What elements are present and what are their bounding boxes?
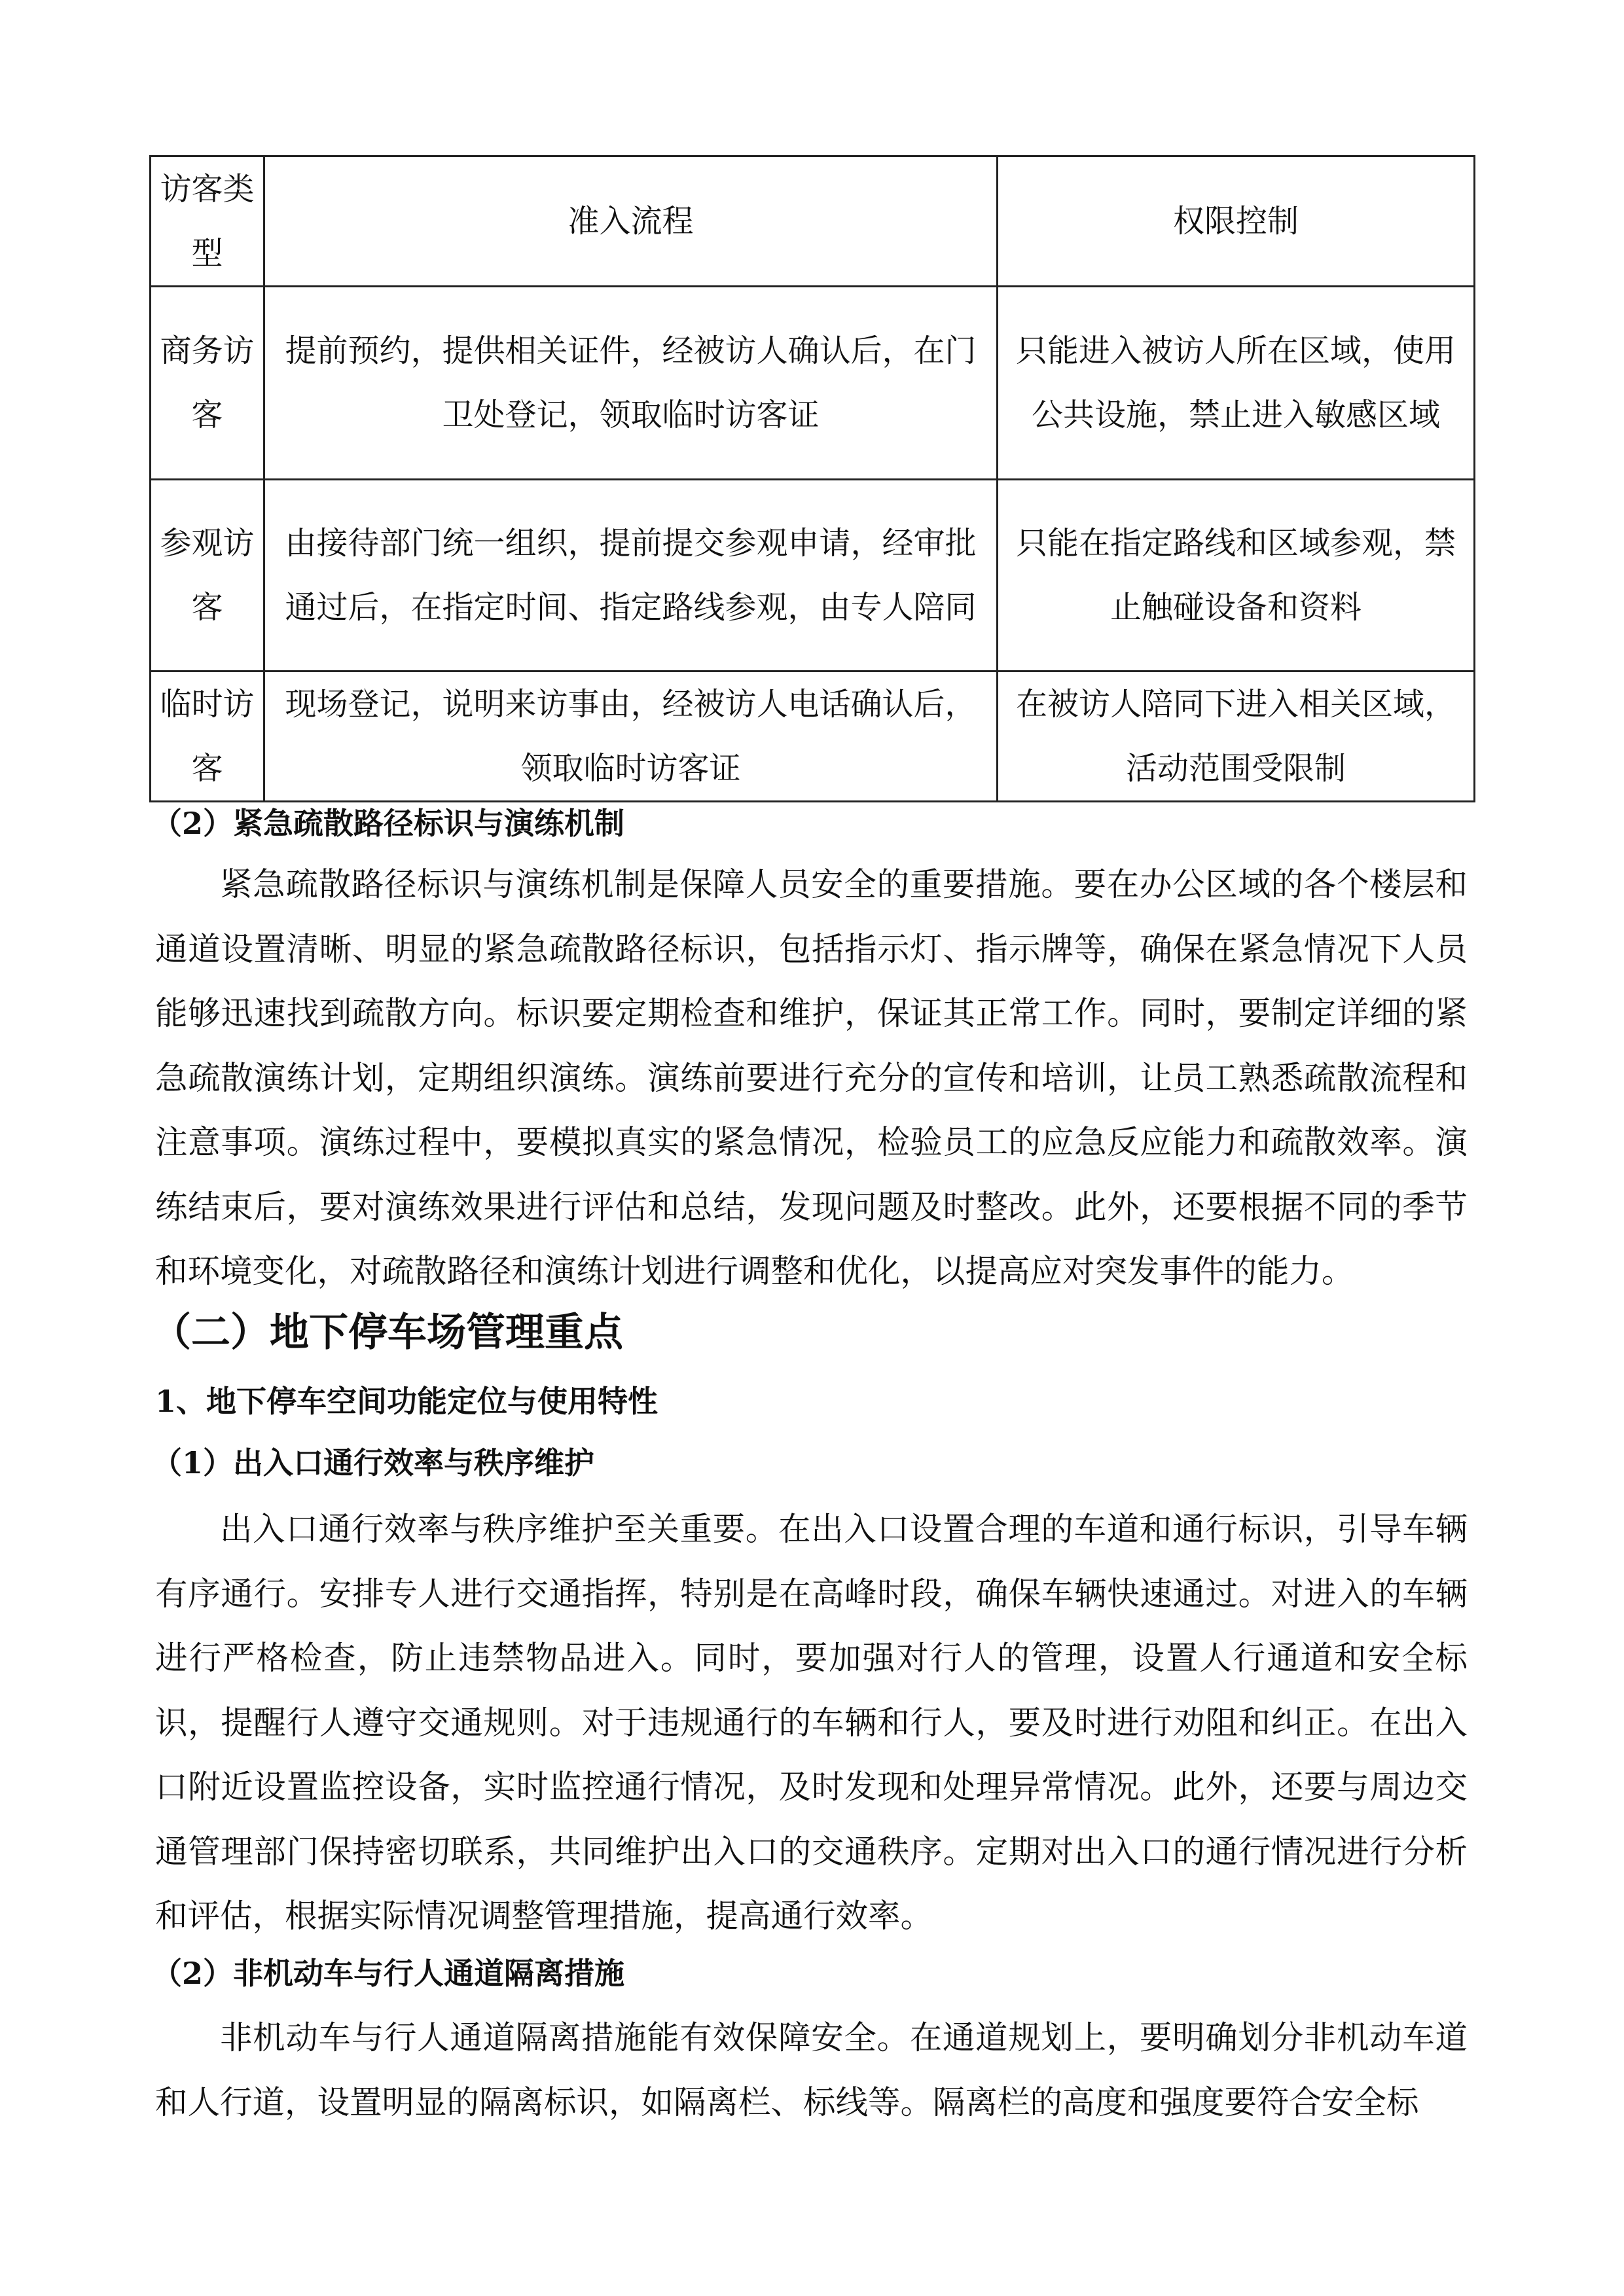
visitor-access-table <box>149 155 1475 802</box>
isolation-paragraph: 非机动车与行人通道隔离措施能有效保障安全。在通道规划上，要明确划分非机动车道和人行道，设置明显的隔离标识，如隔离栏、标线等。隔离栏的高度和强度要符合安全标 <box>155 2018 1468 2121</box>
access-process: 提前预约，提供相关证件，经被访人确认后，在门卫处登记，领取临时访客证 <box>264 287 998 480</box>
evacuation-paragraph: 紧急疏散路径标识与演练机制是保障人员安全的重要措施。要在办公区域的各个楼层和通道设置清晰、明显的紧急疏散路径标识，包括指示灯、指示牌等，确保在紧急情况下人员能够迅速找到疏散方向。标识要定期检查和维护，保证其正常工作。同时，要制定详细的紧急疏散演练计划，定期组织演练。演练前要进行充分的宣传和培训，让员工熟悉疏散流程和注意事项。演练过程中，要模拟真实的紧急情况，检验员工的应急反应能力和疏散效率。演练结束后，要对演练效果进行评估和总结，发现问题及时整改。此外，还要根据不同的季节和环境变化，对疏散路径和演练计划进行调整和优化，以提高应对突发事件的能力。 <box>155 865 1468 1290</box>
permission-control: 只能在指定路线和区域参观，禁止触碰设备和资料 <box>998 480 1475 672</box>
isolation-heading: （2）非机动车与行人通道隔离措施 <box>152 1956 625 1991</box>
visitor-type: 参观访客 <box>151 480 264 672</box>
header-visitor-type: 访客类型 <box>151 156 264 287</box>
header-process: 准入流程 <box>264 156 998 287</box>
parking-section-heading: （二）地下停车场管理重点 <box>152 1310 623 1355</box>
visitor-type: 临时访客 <box>151 672 264 802</box>
table-row <box>151 480 1475 672</box>
visitor-type: 商务访客 <box>151 287 264 480</box>
evacuation-heading: （2）紧急疏散路径标识与演练机制 <box>152 806 625 841</box>
table-row <box>151 287 1475 480</box>
access-process: 现场登记，说明来访事由，经被访人电话确认后，领取临时访客证 <box>264 672 998 802</box>
header-permission: 权限控制 <box>998 156 1475 287</box>
permission-control: 在被访人陪同下进入相关区域，活动范围受限制 <box>998 672 1475 802</box>
entrance-heading: （1）出入口通行效率与秩序维护 <box>152 1445 595 1480</box>
parking-subheading: 1、地下停车空间功能定位与使用特性 <box>155 1384 659 1419</box>
table-header-row <box>151 156 1475 287</box>
table-row <box>151 672 1475 802</box>
access-process: 由接待部门统一组织，提前提交参观申请，经审批通过后，在指定时间、指定路线参观，由专人陪同 <box>264 480 998 672</box>
permission-control: 只能进入被访人所在区域，使用公共设施，禁止进入敏感区域 <box>998 287 1475 480</box>
entrance-paragraph: 出入口通行效率与秩序维护至关重要。在出入口设置合理的车道和通行标识，引导车辆有序通行。安排专人进行交通指挥，特别是在高峰时段，确保车辆快速通过。对进入的车辆进行严格检查，防止违禁物品进入。同时，要加强对行人的管理，设置人行通道和安全标识，提醒行人遵守交通规则。对于违规通行的车辆和行人，要及时进行劝阻和纠正。在出入口附近设置监控设备，实时监控通行情况，及时发现和处理异常情况。此外，还要与周边交通管理部门保持密切联系，共同维护出入口的交通秩序。定期对出入口的通行情况进行分析和评估，根据实际情况调整管理措施，提高通行效率。 <box>155 1510 1468 1935</box>
